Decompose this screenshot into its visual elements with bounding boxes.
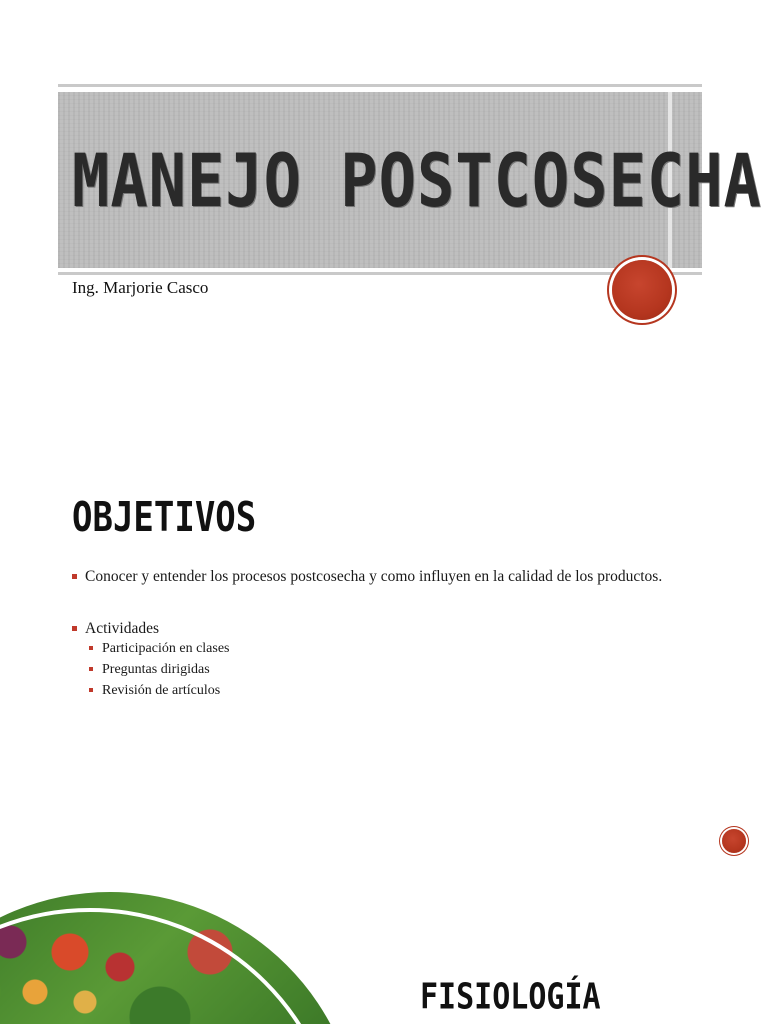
presentation-title: MANEJO POSTCOSECHA (72, 137, 762, 224)
objectives-slide (0, 460, 768, 880)
decorative-circle-small (722, 829, 746, 853)
physiology-title: FISIOLOGÍA (420, 976, 601, 1018)
bullet-objective: Conocer y entender los procesos postcosecha y como influyen en la calidad de los productos. (72, 568, 712, 585)
banner-top-line (58, 84, 702, 87)
author-name: Ing. Marjorie Casco (72, 278, 209, 297)
slide-top-edge (0, 886, 768, 892)
sub-bullet: Preguntas dirigidas (89, 662, 712, 678)
sub-bullet: Participación en clases (89, 641, 712, 657)
objectives-title: OBJETIVOS (72, 494, 257, 542)
decorative-circle (612, 260, 672, 320)
sub-bullet: Revisión de artículos (89, 683, 712, 699)
banner-bottom-line (58, 272, 702, 275)
objectives-list (72, 568, 712, 704)
photo-ring (0, 908, 340, 1024)
physiology-slide (0, 886, 768, 1024)
title-slide (0, 0, 768, 350)
bullet-activities: Actividades (72, 620, 712, 637)
